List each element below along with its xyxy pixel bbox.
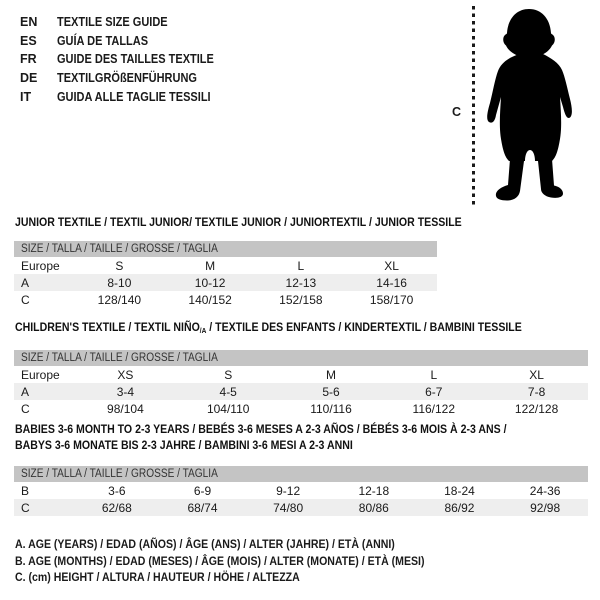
size-value: 5-6	[322, 384, 340, 399]
size-value: 158/170	[369, 292, 414, 307]
size-value: 6-7	[425, 384, 443, 399]
lang-row-fr	[20, 50, 235, 69]
size-value: XL	[384, 258, 399, 273]
lang-label: GUÍA DE TALLAS	[57, 33, 149, 48]
size-value: L	[430, 367, 438, 382]
toddler-silhouette-figure	[483, 3, 573, 205]
size-value: 4-5	[219, 384, 237, 399]
size-header-label: SIZE / TALLA / TAILLE / GRÖSSE / TAGLIA	[21, 468, 218, 480]
lang-row-de	[20, 69, 235, 88]
table-row	[14, 400, 588, 417]
size-value: 18-24	[444, 483, 475, 498]
size-value: 152/158	[279, 292, 323, 307]
lang-code: IT	[20, 89, 32, 104]
babies-section-title: BABIES 3-6 MONTH TO 2-3 YEARS / BEBÉS 3-6 MESES A 2-3 AÑOS / BÉBÉS 3-6 MOIS À 2-3 ANS / BABYS 3-6 MONATE BIS 2-3 JAHRE / BAMBINI 3-6 MESI A 2-3 ANNI	[15, 422, 507, 452]
size-value: 104/110	[206, 401, 250, 416]
lang-label: TEXTILGRÖßENFÜHRUNG	[57, 71, 197, 86]
size-value: S	[115, 258, 124, 273]
row-label: Europe	[21, 367, 60, 382]
table-row	[14, 366, 588, 383]
size-value: 10-12	[194, 275, 226, 290]
footnote-height: C. (cm) HEIGHT / ALTURA / HAUTEUR / HÖHE / ALTEZZA	[15, 570, 300, 584]
size-value: L	[297, 258, 305, 273]
children-size-table	[14, 350, 588, 417]
size-value: 110/116	[310, 401, 352, 416]
table-row	[14, 257, 437, 274]
lang-code: EN	[20, 15, 38, 30]
lang-row-en	[20, 13, 235, 32]
size-value: 9-12	[276, 483, 301, 498]
lang-label: GUIDA ALLE TAGLIE TESSILI	[57, 89, 211, 104]
size-value: XS	[117, 367, 134, 382]
lang-label: GUIDE DES TAILLES TEXTILE	[57, 52, 214, 67]
height-measure-dashed-line	[472, 6, 475, 208]
lang-row-it	[20, 87, 235, 106]
size-header-row	[14, 466, 588, 482]
size-value: 116/122	[412, 401, 456, 416]
nino-a-subscript: /A	[199, 325, 207, 335]
size-value: 24-36	[529, 483, 561, 498]
junior-size-table	[14, 241, 437, 308]
size-value: 68/74	[187, 500, 218, 515]
measurement-legend	[15, 536, 480, 586]
size-value: 62/68	[101, 500, 132, 515]
row-label: Europe	[21, 258, 60, 273]
lang-row-es	[20, 32, 235, 51]
footnote-age-months: B. AGE (MONTHS) / EDAD (MESES) / ÂGE (MOIS) / ALTER (MONATE) / ETÀ (MESI)	[15, 553, 425, 568]
size-value: 3-4	[116, 384, 135, 399]
lang-code: DE	[20, 71, 38, 86]
row-label: B	[21, 483, 30, 498]
size-value: 8-10	[107, 275, 132, 290]
size-value: XL	[529, 367, 544, 382]
table-row	[14, 291, 437, 308]
babies-size-table	[14, 466, 588, 516]
size-value: 6-9	[193, 483, 212, 498]
size-value: 12-13	[285, 275, 317, 290]
size-header-row	[14, 241, 437, 257]
size-value: M	[325, 367, 336, 382]
row-label: C	[21, 292, 30, 307]
footnote-age-years: A. AGE (YEARS) / EDAD (AÑOS) / ÂGE (ANS) / ALTER (JAHRE) / ETÀ (ANNI)	[15, 537, 395, 551]
size-value: S	[224, 367, 233, 382]
table-row	[14, 383, 588, 400]
row-label: C	[21, 401, 30, 416]
size-value: 3-6	[108, 483, 126, 498]
row-label: C	[21, 500, 30, 515]
size-value: 12-18	[358, 483, 390, 498]
row-label: A	[21, 275, 30, 290]
table-row	[14, 499, 588, 516]
size-value: 128/140	[97, 292, 142, 307]
size-value: 98/104	[107, 401, 144, 416]
size-value: M	[205, 258, 216, 273]
children-section-title: CHILDREN'S TEXTILE / TEXTIL $NIÑO_{/A}$ / TEXTILE DES ENFANTS / KINDERTEXTIL / BAMBINI TESSILE	[15, 320, 522, 335]
size-value: 92/98	[530, 500, 561, 515]
size-value: 122/128	[514, 401, 559, 416]
language-title-list	[20, 13, 235, 106]
row-label: A	[21, 384, 30, 399]
lang-code: FR	[20, 52, 37, 67]
lang-code: ES	[20, 33, 37, 48]
table-row	[14, 274, 437, 291]
size-header-label: SIZE / TALLA / TAILLE / GRÖSSE / TAGLIA	[21, 352, 218, 364]
table-row	[14, 482, 588, 499]
size-value: 7-8	[527, 384, 546, 399]
height-measure-label: C	[452, 105, 462, 119]
size-value: 80/86	[358, 500, 389, 515]
size-header-label: SIZE / TALLA / TAILLE / GRÖSSE / TAGLIA	[21, 243, 218, 255]
size-value: 14-16	[376, 275, 407, 290]
lang-label: TEXTILE SIZE GUIDE	[57, 15, 168, 30]
size-value: 86/92	[444, 500, 475, 515]
junior-section-title: JUNIOR TEXTILE / TEXTIL JUNIOR/ TEXTILE JUNIOR / JUNIORTEXTIL / JUNIOR TESSILE	[15, 215, 462, 229]
size-value: 74/80	[273, 500, 304, 515]
size-header-row	[14, 350, 588, 366]
size-value: 140/152	[188, 292, 232, 307]
